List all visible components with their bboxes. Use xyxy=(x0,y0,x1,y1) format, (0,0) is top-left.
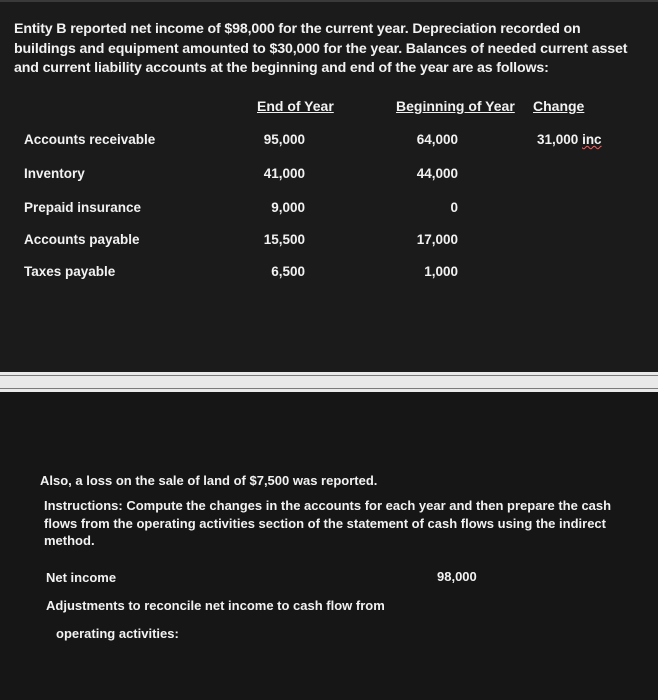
table-row xyxy=(0,264,658,284)
beginning-value: 64,000 xyxy=(416,132,458,147)
instructions xyxy=(44,497,624,550)
section-divider xyxy=(0,372,658,392)
change-tag: inc xyxy=(582,132,602,147)
table-row xyxy=(0,166,658,186)
header-beginning-of-year: Beginning of Year xyxy=(396,98,515,114)
row-label: Accounts payable xyxy=(24,232,140,247)
row-label: Prepaid insurance xyxy=(24,200,142,215)
table-row xyxy=(0,132,658,152)
beginning-value: 17,000 xyxy=(416,232,458,247)
change-amount: 31,000 xyxy=(537,132,579,147)
problem-intro: Entity B reported net income of $98,000 for the current year. Depreciation recorded on buildings and equipment amounted to $30,000 for the year. Balances of needed current asset and current liability accounts at the beginning and end of the year are as follows: xyxy=(14,21,628,76)
end-value: 9,000 xyxy=(271,200,305,215)
row-label: Taxes payable xyxy=(24,264,116,279)
beginning-value: 44,000 xyxy=(416,166,458,181)
net-income-label: Net income xyxy=(46,570,117,585)
end-value: 95,000 xyxy=(263,132,305,147)
row-label: Accounts receivable xyxy=(24,132,156,147)
net-income-value: 98,000 xyxy=(437,569,477,584)
loss-note: Also, a loss on the sale of land of $7,500 was reported. xyxy=(40,473,378,488)
end-value: 41,000 xyxy=(263,166,305,181)
table-row xyxy=(0,232,658,252)
divider-line xyxy=(0,388,658,389)
header-change: Change xyxy=(533,98,585,114)
worksheet-panel xyxy=(0,392,658,700)
row-label: Inventory xyxy=(24,166,85,181)
beginning-value: 0 xyxy=(450,200,458,215)
change-value xyxy=(537,132,602,147)
divider-line xyxy=(0,375,658,376)
instructions-heading: Instructions: xyxy=(44,498,123,513)
end-value: 6,500 xyxy=(271,264,305,279)
table-row xyxy=(0,200,658,220)
header-end-of-year: End of Year xyxy=(257,98,334,114)
adjustments-label: Adjustments to reconcile net income to cash flow from xyxy=(46,598,385,613)
operating-activities-label: operating activities: xyxy=(56,626,179,641)
instructions-body: Compute the changes in the accounts for each year and then prepare the cash flows from the operating activities section of the statement of cash flows using the indirect method. xyxy=(44,498,612,548)
end-value: 15,500 xyxy=(263,232,305,247)
beginning-value: 1,000 xyxy=(424,264,458,279)
